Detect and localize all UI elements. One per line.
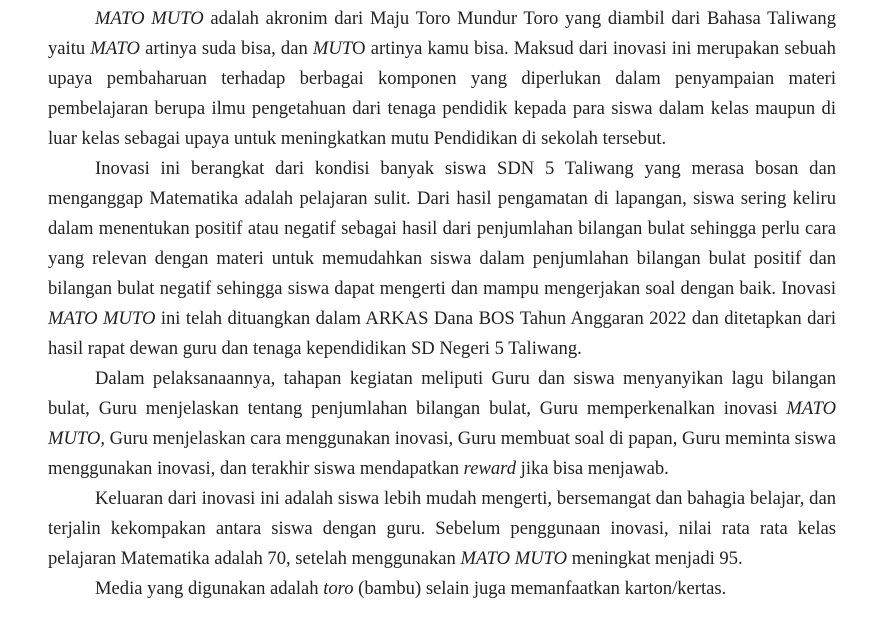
text-segment: Dalam pelaksanaannya, tahapan kegiatan meliputi Guru dan siswa menyanyikan lagu bilangan bulat, Guru menjelaskan tentang penjumlahan bilangan bulat, Guru memperkenalkan inovasi	[48, 368, 836, 419]
text-segment: Media yang digunakan adalah	[95, 578, 324, 599]
text-segment: MATO MUTO	[460, 548, 568, 569]
text-segment: jika bisa menjawab.	[516, 458, 669, 479]
text-segment: , Guru menjelaskan cara menggunakan inovasi, Guru membuat soal di papan, Guru meminta siswa menggunakan inovasi, dan terakhir siswa mendapatkan	[48, 428, 836, 479]
text-segment: MATO MUTO	[48, 308, 156, 329]
text-segment: artinya suda bisa, dan	[139, 38, 313, 59]
paragraph-background	[48, 154, 836, 364]
paragraph-acronym-definition	[48, 4, 836, 154]
text-segment: ini telah dituangkan dalam ARKAS Dana BOS Tahun Anggaran 2022 dan ditetapkan dari hasil rapat dewan guru dan tenaga kependidikan SD Negeri 5 Taliwang.	[48, 308, 836, 359]
text-segment: O artinya kamu bisa. Maksud dari inovasi ini merupakan sebuah upaya pembaharuan terhadap berbagai komponen yang diperlukan dalam penyampaian materi pembelajaran berupa ilmu pengetahuan dari tenaga pendidik kepada para siswa dalam kelas maupun di luar kelas sebagai upaya untuk meningkatkan mutu Pendidikan di sekolah tersebut.	[48, 38, 836, 149]
text-segment: MATO	[90, 38, 140, 59]
text-segment: reward	[463, 458, 516, 479]
text-segment: adalah akronim dari Maju Toro Mundur Toro yang diambil dari Bahasa Taliwang yaitu	[48, 8, 837, 59]
text-segment: MATO MUTO	[95, 8, 204, 29]
text-segment: meningkat menjadi 95.	[567, 548, 743, 569]
text-segment: toro	[323, 578, 354, 599]
paragraph-implementation	[48, 364, 836, 484]
paragraph-media	[48, 574, 836, 604]
text-segment: MUT	[312, 38, 353, 59]
document-body	[48, 4, 836, 604]
paragraph-outcome	[48, 484, 836, 574]
text-segment: Keluaran dari inovasi ini adalah siswa lebih mudah mengerti, bersemangat dan bahagia belajar, dan terjalin kekompakan antara siswa dengan guru. Sebelum penggunaan inovasi, nilai rata rata kelas pelajaran Matematika adalah 70, setelah menggunakan	[48, 488, 836, 569]
text-segment: (bambu) selain juga memanfaatkan karton/kertas.	[353, 578, 727, 599]
text-segment: Inovasi ini berangkat dari kondisi banyak siswa SDN 5 Taliwang yang merasa bosan dan menganggap Matematika adalah pelajaran sulit. Dari hasil pengamatan di lapangan, siswa sering keliru dalam menentukan positif atau negatif sebagai hasil dari penjumlahan bilangan bulat sehingga perlu cara yang relevan dengan materi untuk memudahkan siswa dalam penjumlahan bilangan bulat positif dan bilangan bulat negatif sehingga siswa dapat mengerti dan mampu mengerjakan soal dengan baik. Inovasi	[48, 158, 836, 299]
text-segment: MATO MUTO	[48, 398, 836, 449]
